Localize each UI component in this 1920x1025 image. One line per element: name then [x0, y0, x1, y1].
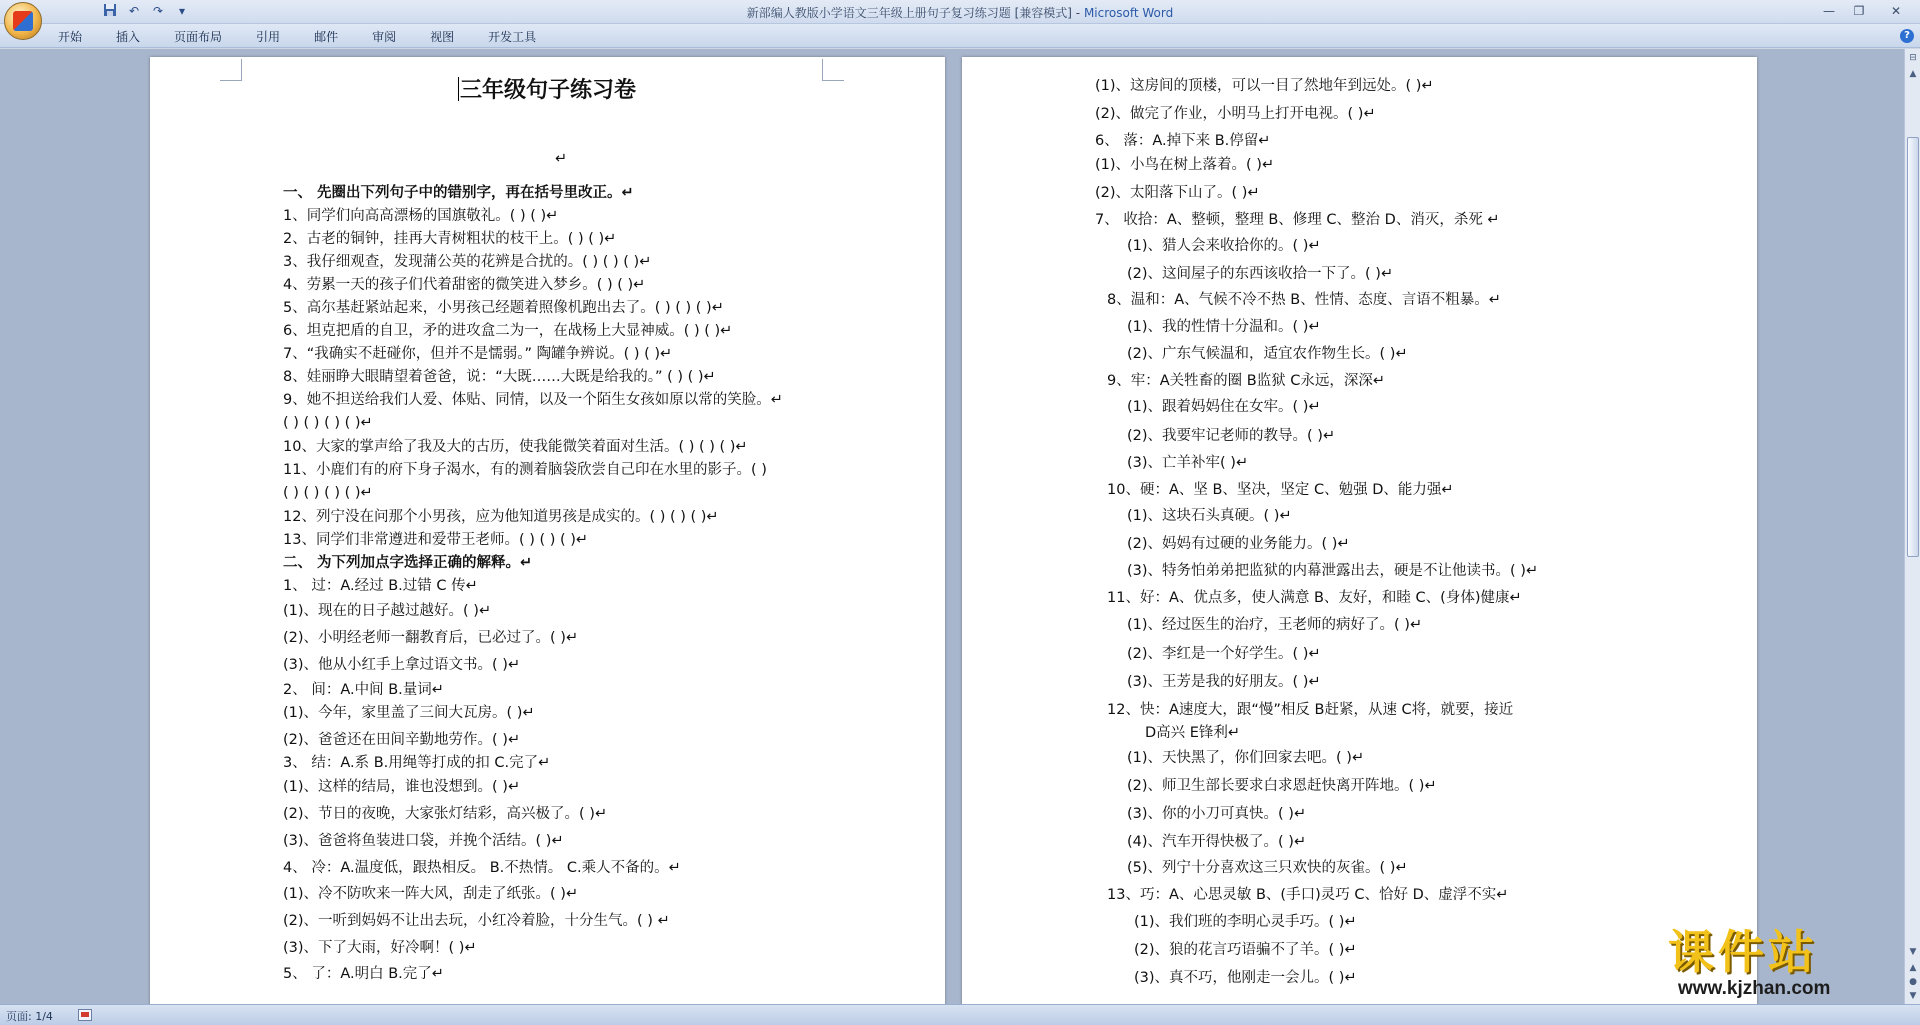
document-line: 10、大家的掌声给了我及大的古历，使我能微笑着面对生活。( ) ( ) ( )↵	[283, 439, 748, 455]
document-line: ↵	[555, 151, 568, 167]
document-line: (2)、我要牢记老师的教导。( )↵	[1127, 428, 1336, 444]
tab-home[interactable]: 开始	[58, 30, 83, 44]
document-line: (1)、小鸟在树上落着。( )↵	[1095, 157, 1275, 173]
tab-references[interactable]: 引用	[256, 30, 281, 44]
document-line: 3、我仔细观查，发现蒲公英的花辨是合扰的。( ) ( ) ( )↵	[283, 254, 652, 270]
tab-view[interactable]: 视图	[430, 30, 455, 44]
document-line: 4、劳累一天的孩子们代着甜密的微笑进入梦乡。( ) ( )↵	[283, 277, 646, 293]
document-line: 9、她不担送给我们人爱、体贴、同情，以及一个陌生女孩如原以常的笑脸。↵	[283, 392, 783, 408]
document-line: (1)、经过医生的治疗，王老师的病好了。( )↵	[1127, 617, 1423, 633]
document-line: (3)、他从小红手上拿过语文书。( )↵	[283, 657, 521, 673]
previous-page-button[interactable]: ▲	[1909, 963, 1917, 973]
document-line: (2)、狼的花言巧语骗不了羊。( )↵	[1134, 942, 1357, 958]
document-line: (2)、做完了作业，小明马上打开电视。( )↵	[1095, 106, 1376, 122]
document-line: 2、古老的铜钟，挂再大青树粗状的枝干上。( ) ( )↵	[283, 231, 617, 247]
document-page-2[interactable]	[962, 57, 1757, 1004]
document-line: (2)、李红是一个好学生。( )↵	[1127, 646, 1321, 662]
scroll-thumb[interactable]	[1907, 137, 1919, 557]
document-line: ( ) ( ) ( ) ( )↵	[283, 415, 373, 431]
document-line: (1)、我们班的李明心灵手巧。( )↵	[1134, 914, 1357, 930]
document-line: (3)、特务怕弟弟把监狱的内幕泄露出去，硬是不让他读书。( )↵	[1127, 563, 1539, 579]
site-watermark	[1668, 925, 1904, 1005]
ruler-toggle-icon[interactable]: ⊟	[1909, 53, 1917, 63]
watermark-url: www.kjzhan.com	[1678, 978, 1831, 999]
document-line: (3)、你的小刀可真快。( )↵	[1127, 806, 1307, 822]
scroll-down-button[interactable]: ▼	[1909, 947, 1917, 957]
document-line: (1)、猎人会来收拾你的。( )↵	[1127, 238, 1321, 254]
document-line: (1)、这房间的顶楼，可以一目了然地年到远处。( )↵	[1095, 78, 1434, 94]
document-workspace	[0, 49, 1904, 1004]
document-line: 8、娃丽睁大眼睛望着爸爸，说：“大既……大既是给我的。” ( ) ( )↵	[283, 369, 716, 385]
close-button[interactable]: ✕	[1890, 4, 1902, 18]
document-line: 11、好：A、优点多，使人满意 B、友好，和睦 C、(身体)健康↵	[1107, 590, 1522, 606]
document-line: (3)、爸爸将鱼装进口袋，并挽个活结。( )↵	[283, 833, 564, 849]
title-bar	[0, 0, 1920, 24]
document-line: (2)、节日的夜晚，大家张灯结彩，高兴极了。( )↵	[283, 806, 608, 822]
document-line: (2)、爸爸还在田间辛勤地劳作。( )↵	[283, 732, 521, 748]
document-line: (1)、我的性情十分温和。( )↵	[1127, 319, 1321, 335]
app-name: Microsoft Word	[1083, 6, 1174, 20]
document-line: 11、小鹿们有的府下身子渴水，有的测着脑袋欣尝自己印在水里的影子。( )	[283, 462, 767, 478]
document-line: 13、巧：A、心思灵敏 B、(手口)灵巧 C、恰好 D、虚浮不实↵	[1107, 887, 1509, 903]
scroll-up-button[interactable]: ▲	[1909, 69, 1917, 79]
document-line: ( ) ( ) ( ) ( )↵	[283, 485, 373, 501]
tab-developer[interactable]: 开发工具	[488, 30, 537, 44]
document-line: D高兴 E锋利↵	[1145, 725, 1241, 741]
office-button[interactable]	[4, 2, 42, 40]
crop-mark	[220, 59, 242, 81]
document-line: (3)、亡羊补牢( )↵	[1127, 455, 1249, 471]
ribbon-tab-bar	[0, 24, 1920, 48]
document-line: (3)、真不巧，他刚走一会儿。( )↵	[1134, 970, 1357, 986]
tab-review[interactable]: 审阅	[372, 30, 397, 44]
document-line: 7、“我确实不赶碰你，但并不是懦弱。” 陶罐争辨说。( ) ( )↵	[283, 346, 673, 362]
proofing-status-icon[interactable]	[78, 1009, 92, 1021]
page-count-status[interactable]: 页面: 1/4	[6, 1010, 53, 1023]
document-line: (1)、这块石头真硬。( )↵	[1127, 508, 1292, 524]
document-line: 1、同学们向高高漂杨的国旗敬礼。( ) ( )↵	[283, 208, 559, 224]
document-line: 13、同学们非常遵进和爱带王老师。( ) ( ) ( )↵	[283, 532, 589, 548]
document-line: 4、 冷：A.温度低，跟热相反。 B.不热情。 C.乘人不备的。↵	[283, 860, 681, 876]
select-browse-object-button[interactable]: ●	[1909, 977, 1917, 987]
window-title	[0, 4, 1920, 21]
redo-icon[interactable]: ↷	[152, 4, 164, 18]
document-line: 10、硬：A、坚 B、坚决，坚定 C、勉强 D、能力强↵	[1107, 482, 1454, 498]
document-line: 6、坦克把盾的自卫，矛的进攻盒二为一，在战杨上大显神威。( ) ( )↵	[283, 323, 733, 339]
document-line: (2)、太阳落下山了。( )↵	[1095, 185, 1260, 201]
tab-mailings[interactable]: 邮件	[314, 30, 339, 44]
document-title-heading: 三年级句子练习卷	[460, 77, 637, 103]
document-line: (2)、这间屋子的东西该收拾一下了。( )↵	[1127, 266, 1394, 282]
document-line: (4)、汽车开得快极了。( )↵	[1127, 834, 1307, 850]
document-line: (3)、下了大雨，好冷啊！( )↵	[283, 940, 477, 956]
document-line: (1)、这样的结局，谁也没想到。( )↵	[283, 779, 521, 795]
vertical-scrollbar[interactable]	[1904, 49, 1920, 1004]
document-line: 12、快：A速度大，跟“慢”相反 B赶紧，从速 C将，就要，接近	[1107, 702, 1514, 718]
document-line: 1、 过：A.经过 B.过错 C 传↵	[283, 578, 478, 594]
document-line: (5)、列宁十分喜欢这三只欢快的灰雀。( )↵	[1127, 860, 1408, 876]
document-line: (3)、王芳是我的好朋友。( )↵	[1127, 674, 1321, 690]
ribbon-tabs	[58, 29, 553, 45]
help-icon[interactable]: ?	[1900, 29, 1914, 43]
document-line: (1)、天快黑了，你们回家去吧。( )↵	[1127, 750, 1365, 766]
document-line: 9、牢：A关牲畜的圈 B监狱 C永远，深深↵	[1107, 373, 1386, 389]
document-line: 8、温和：A、气候不冷不热 B、性情、态度、言语不粗暴。↵	[1107, 292, 1501, 308]
document-line: 5、高尔基赶紧站起来，小男孩己经题着照像机跑出去了。( ) ( ) ( )↵	[283, 300, 724, 316]
section-heading: 一、 先圈出下列句子中的错别字，再在括号里改正。↵	[283, 185, 634, 201]
document-line: 5、 了：A.明白 B.完了↵	[283, 966, 444, 982]
minimize-button[interactable]: —	[1823, 4, 1835, 18]
office-logo-icon	[13, 11, 33, 31]
text-cursor	[458, 77, 459, 101]
document-line: 3、 结：A.系 B.用绳等打成的扣 C.完了↵	[283, 755, 551, 771]
document-line: (1)、跟着妈妈住在女牢。( )↵	[1127, 399, 1321, 415]
customize-qat-icon[interactable]: ▾	[178, 4, 186, 18]
document-title: 新部编人教版小学语文三年级上册句子复习练习题 [兼容模式] -	[746, 6, 1081, 20]
document-line: (1)、今年，家里盖了三间大瓦房。( )↵	[283, 705, 535, 721]
document-line: (2)、广东气候温和，适宜农作物生长。( )↵	[1127, 346, 1408, 362]
watermark-logo-text: 课件站	[1668, 925, 1818, 979]
status-bar	[0, 1004, 1920, 1025]
document-line: 2、 间：A.中间 B.量词↵	[283, 682, 444, 698]
document-line: (1)、现在的日子越过越好。( )↵	[283, 603, 492, 619]
next-page-button[interactable]: ▼	[1909, 991, 1917, 1001]
document-line: 6、 落：A.掉下来 B.停留↵	[1095, 133, 1271, 149]
document-line: (2)、师卫生部长要求白求恩赶快离开阵地。( )↵	[1127, 778, 1437, 794]
document-page-1[interactable]	[150, 57, 945, 1004]
document-line: 7、 收拾：A、整顿，整理 B、修理 C、整治 D、消灭，杀死 ↵	[1095, 212, 1500, 228]
document-line: (2)、一听到妈妈不让出去玩，小红冷着脸，十分生气。( ) ↵	[283, 913, 670, 929]
document-line: (2)、妈妈有过硬的业务能力。( )↵	[1127, 536, 1350, 552]
crop-mark	[822, 59, 844, 81]
document-line: (2)、小明经老师一翻教育后，已必过了。( )↵	[283, 630, 579, 646]
window-controls	[1814, 0, 1918, 22]
maximize-button[interactable]: ❐	[1853, 4, 1865, 18]
undo-icon[interactable]: ↶	[128, 4, 140, 18]
section-heading: 二、 为下列加点字选择正确的解释。↵	[283, 555, 533, 571]
document-line: 12、列宁没在问那个小男孩，应为他知道男孩是成实的。( ) ( ) ( )↵	[283, 509, 719, 525]
tab-insert[interactable]: 插入	[116, 30, 141, 44]
tab-page-layout[interactable]: 页面布局	[174, 30, 223, 44]
document-line: (1)、冷不防吹来一阵大风，刮走了纸张。( )↵	[283, 886, 579, 902]
